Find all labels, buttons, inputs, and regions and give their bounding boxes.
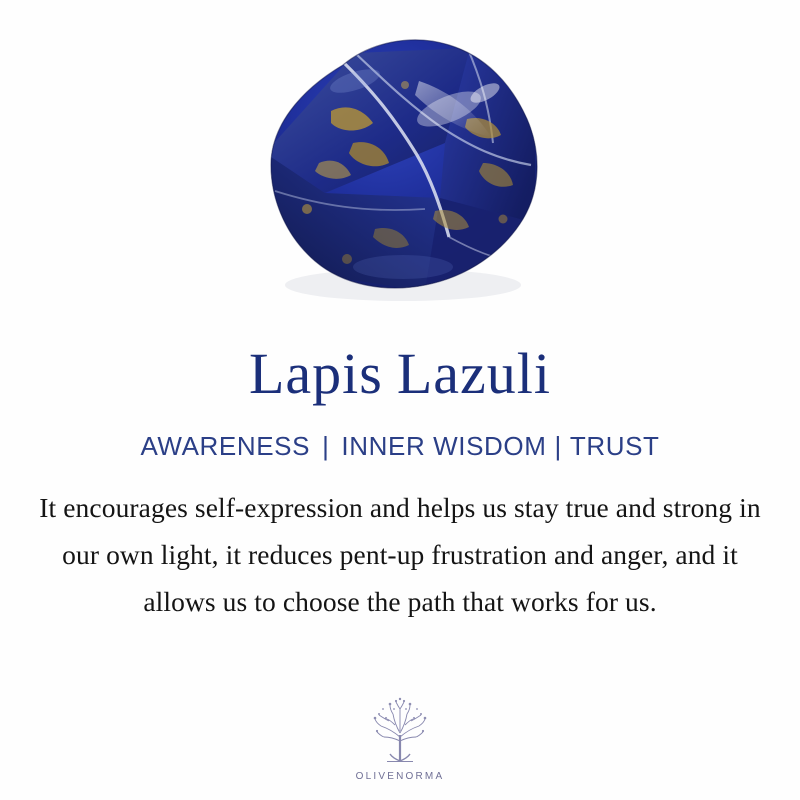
title-word-2: Lazuli bbox=[396, 341, 551, 406]
keyword-inner-wisdom: INNER WISDOM bbox=[341, 430, 547, 461]
page-title bbox=[248, 341, 551, 406]
tree-of-life-logo-icon bbox=[365, 695, 435, 769]
title-word-1: Lapis bbox=[248, 341, 383, 406]
keyword-trust: TRUST bbox=[569, 430, 660, 461]
keyword-list bbox=[138, 431, 661, 462]
brand-wordmark: OLIVENORMA bbox=[355, 771, 445, 782]
stone-image-container bbox=[0, 8, 800, 328]
brand-logo bbox=[0, 695, 800, 782]
keyword-separator-1: | bbox=[322, 430, 330, 461]
keyword-separator-2: | bbox=[554, 430, 562, 461]
description-text: It encourages self-expression and helps us stay true and strong in our own light, it reduces pent-up frustration and anger, and it allows us to choose the path that works for us. bbox=[39, 491, 761, 618]
keyword-awareness: AWARENESS bbox=[140, 430, 311, 461]
lapis-lazuli-stone-icon bbox=[235, 23, 565, 313]
